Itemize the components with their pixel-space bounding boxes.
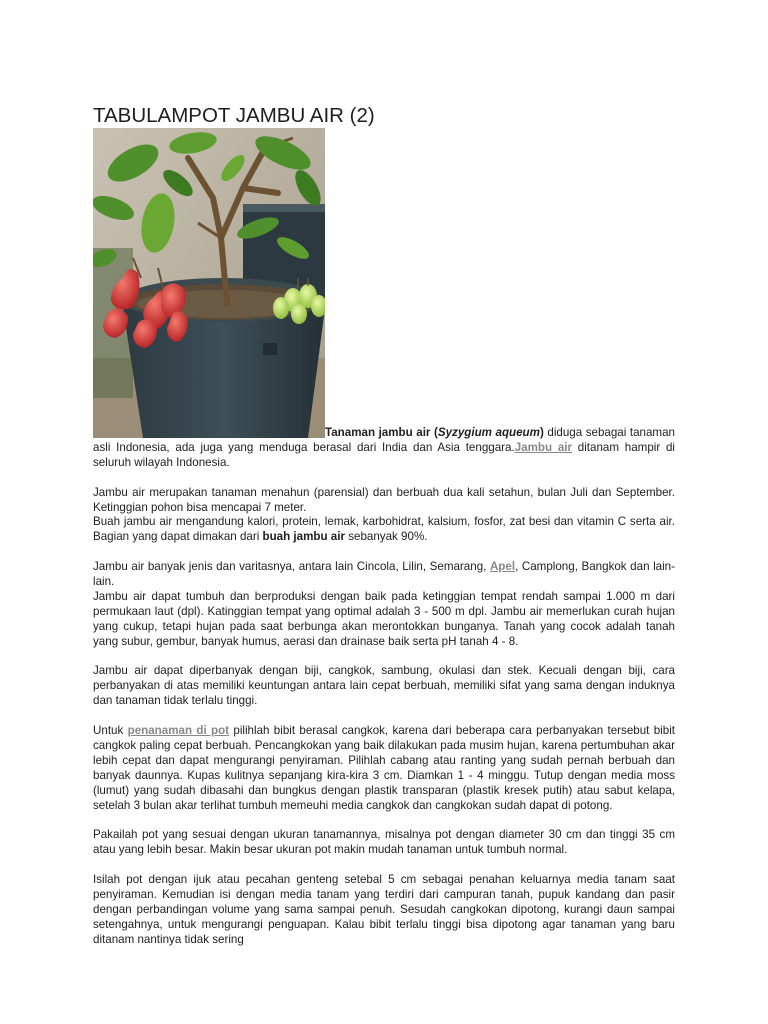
p5-text2: pilihlah bibit berasal cangkok, karena dari beberapa cara perbanyakan tersebut bibit cangkok paling cepat berbuah. Pencangkokan yang baik dilakukan pada musim hujan, karena pertumbuhan akar lebih cepat dan dapat mengurangi penyiraman. Pilihlah cabang atau ranting yang sudah pernah berbuah dan banyak daunnya. Kupas kulitnya sepanjang kira-kira 3 cm. Diamkan 1 - 4 minggu. Tutup dengan media moss (lumut) yang sudah dibasahi dan bungkus dengan plastik transparan (plastik kresek putih) atau sabut kelapa, setelah 3 bulan akar terlihat tumbuh memeuhi media cangkok dan cangkokan sudah dapat di potong.	[93, 724, 675, 812]
species-name: Syzygium aqueum	[437, 426, 540, 439]
page-title: TABULAMPOT JAMBU AIR (2)	[93, 104, 375, 127]
p5-text1: Untuk	[93, 724, 128, 738]
paragraph-3	[93, 560, 675, 649]
article-body	[93, 426, 675, 963]
p2-line2-end: sebanyak 90%.	[344, 530, 428, 544]
intro-lead: Tanaman jambu air (	[325, 426, 438, 439]
paragraph-2	[93, 486, 675, 546]
paragraph-6: Pakailah pot yang sesuai dengan ukuran tanamannya, misalnya pot dengan diameter 30 cm dan tinggi 35 cm atau yang lebih besar. Makin besar ukuran pot makin mudah tanaman untuk tumbuh normal.	[93, 828, 675, 857]
intro-paragraph	[93, 426, 675, 471]
apel-link[interactable]: Apel	[489, 560, 516, 574]
paragraph-4: Jambu air dapat diperbanyak dengan biji, cangkok, sambung, okulasi dan stek. Kecuali dengan biji, cara perbanyakan di atas memiliki keuntungan antara lain cepat berbuah, memiliki sifat yang sama dengan induknya dan tanaman tidak terlalu tinggi.	[93, 664, 675, 708]
paragraph-5	[93, 724, 675, 813]
p2-line1: Jambu air merupakan tanaman menahun (parensial) dan berbuah dua kali setahun, bulan Juli dan September. Ketinggian pohon bisa mencapai 7 meter.	[93, 485, 675, 514]
p2-line2: Buah jambu air mengandung kalori, protein, lemak, karbohidrat, kalsium, fosfor, zat besi dan vitamin C serta air. Bagian yang dapat dimakan dari	[93, 515, 675, 544]
intro-text: diduga sebagai tanaman asli Indonesia, ada juga yang menduga berasal dari India dan Asia tenggara.	[93, 426, 675, 454]
jambu-air-photo	[93, 128, 325, 438]
jambu-air-link[interactable]: Jambu air	[514, 440, 573, 454]
plant-photo	[93, 128, 325, 438]
p3-text1: Jambu air banyak jenis dan varitasnya, antara lain Cincola, Lilin, Semarang,	[93, 560, 490, 574]
p3-text3: Jambu air dapat tumbuh dan berproduksi dengan baik pada ketinggian tempat rendah sampai 1.000 m dari permukaan laut (dpl). Katinggian tempat yang optimal adalah 3 - 500 m dpl. Jambu air memerlukan curah hujan yang cukup, tetapi hujan pada saat berbunga akan merontokkan bunganya. Tanah yang cocok adalah tanah yang subur, gembur, banyak humus, aerasi dan drainase baik serta pH tanah 4 - 8.	[93, 589, 675, 648]
penanaman-di-pot-link[interactable]: penanaman di pot	[127, 724, 230, 738]
intro-text-2: ditanam hampir di seluruh wilayah Indonesia.	[93, 440, 675, 469]
p3-text2: , Camplong, Bangkok dan lain-lain.	[93, 560, 675, 589]
paragraph-7: Isilah pot dengan ijuk atau pecahan genteng setebal 5 cm sebagai penahan keluarnya media tanam saat penyiraman. Kemudian isi dengan media tanam yang terdiri dari campuran tanah, pupuk kandang dan pasir dengan perbandingan volume yang sama sampai penuh. Sesudah cangkokan dipotong, kurangi daun sampai setengahnya, untuk mengurangi penguapan. Kalau bibit terlalu tinggi bisa dipotong agar tanaman yang baru ditanam nantinya tidak sering	[93, 873, 675, 946]
p2-bold: buah jambu air	[262, 530, 345, 544]
intro-lead-close: )	[539, 426, 544, 439]
